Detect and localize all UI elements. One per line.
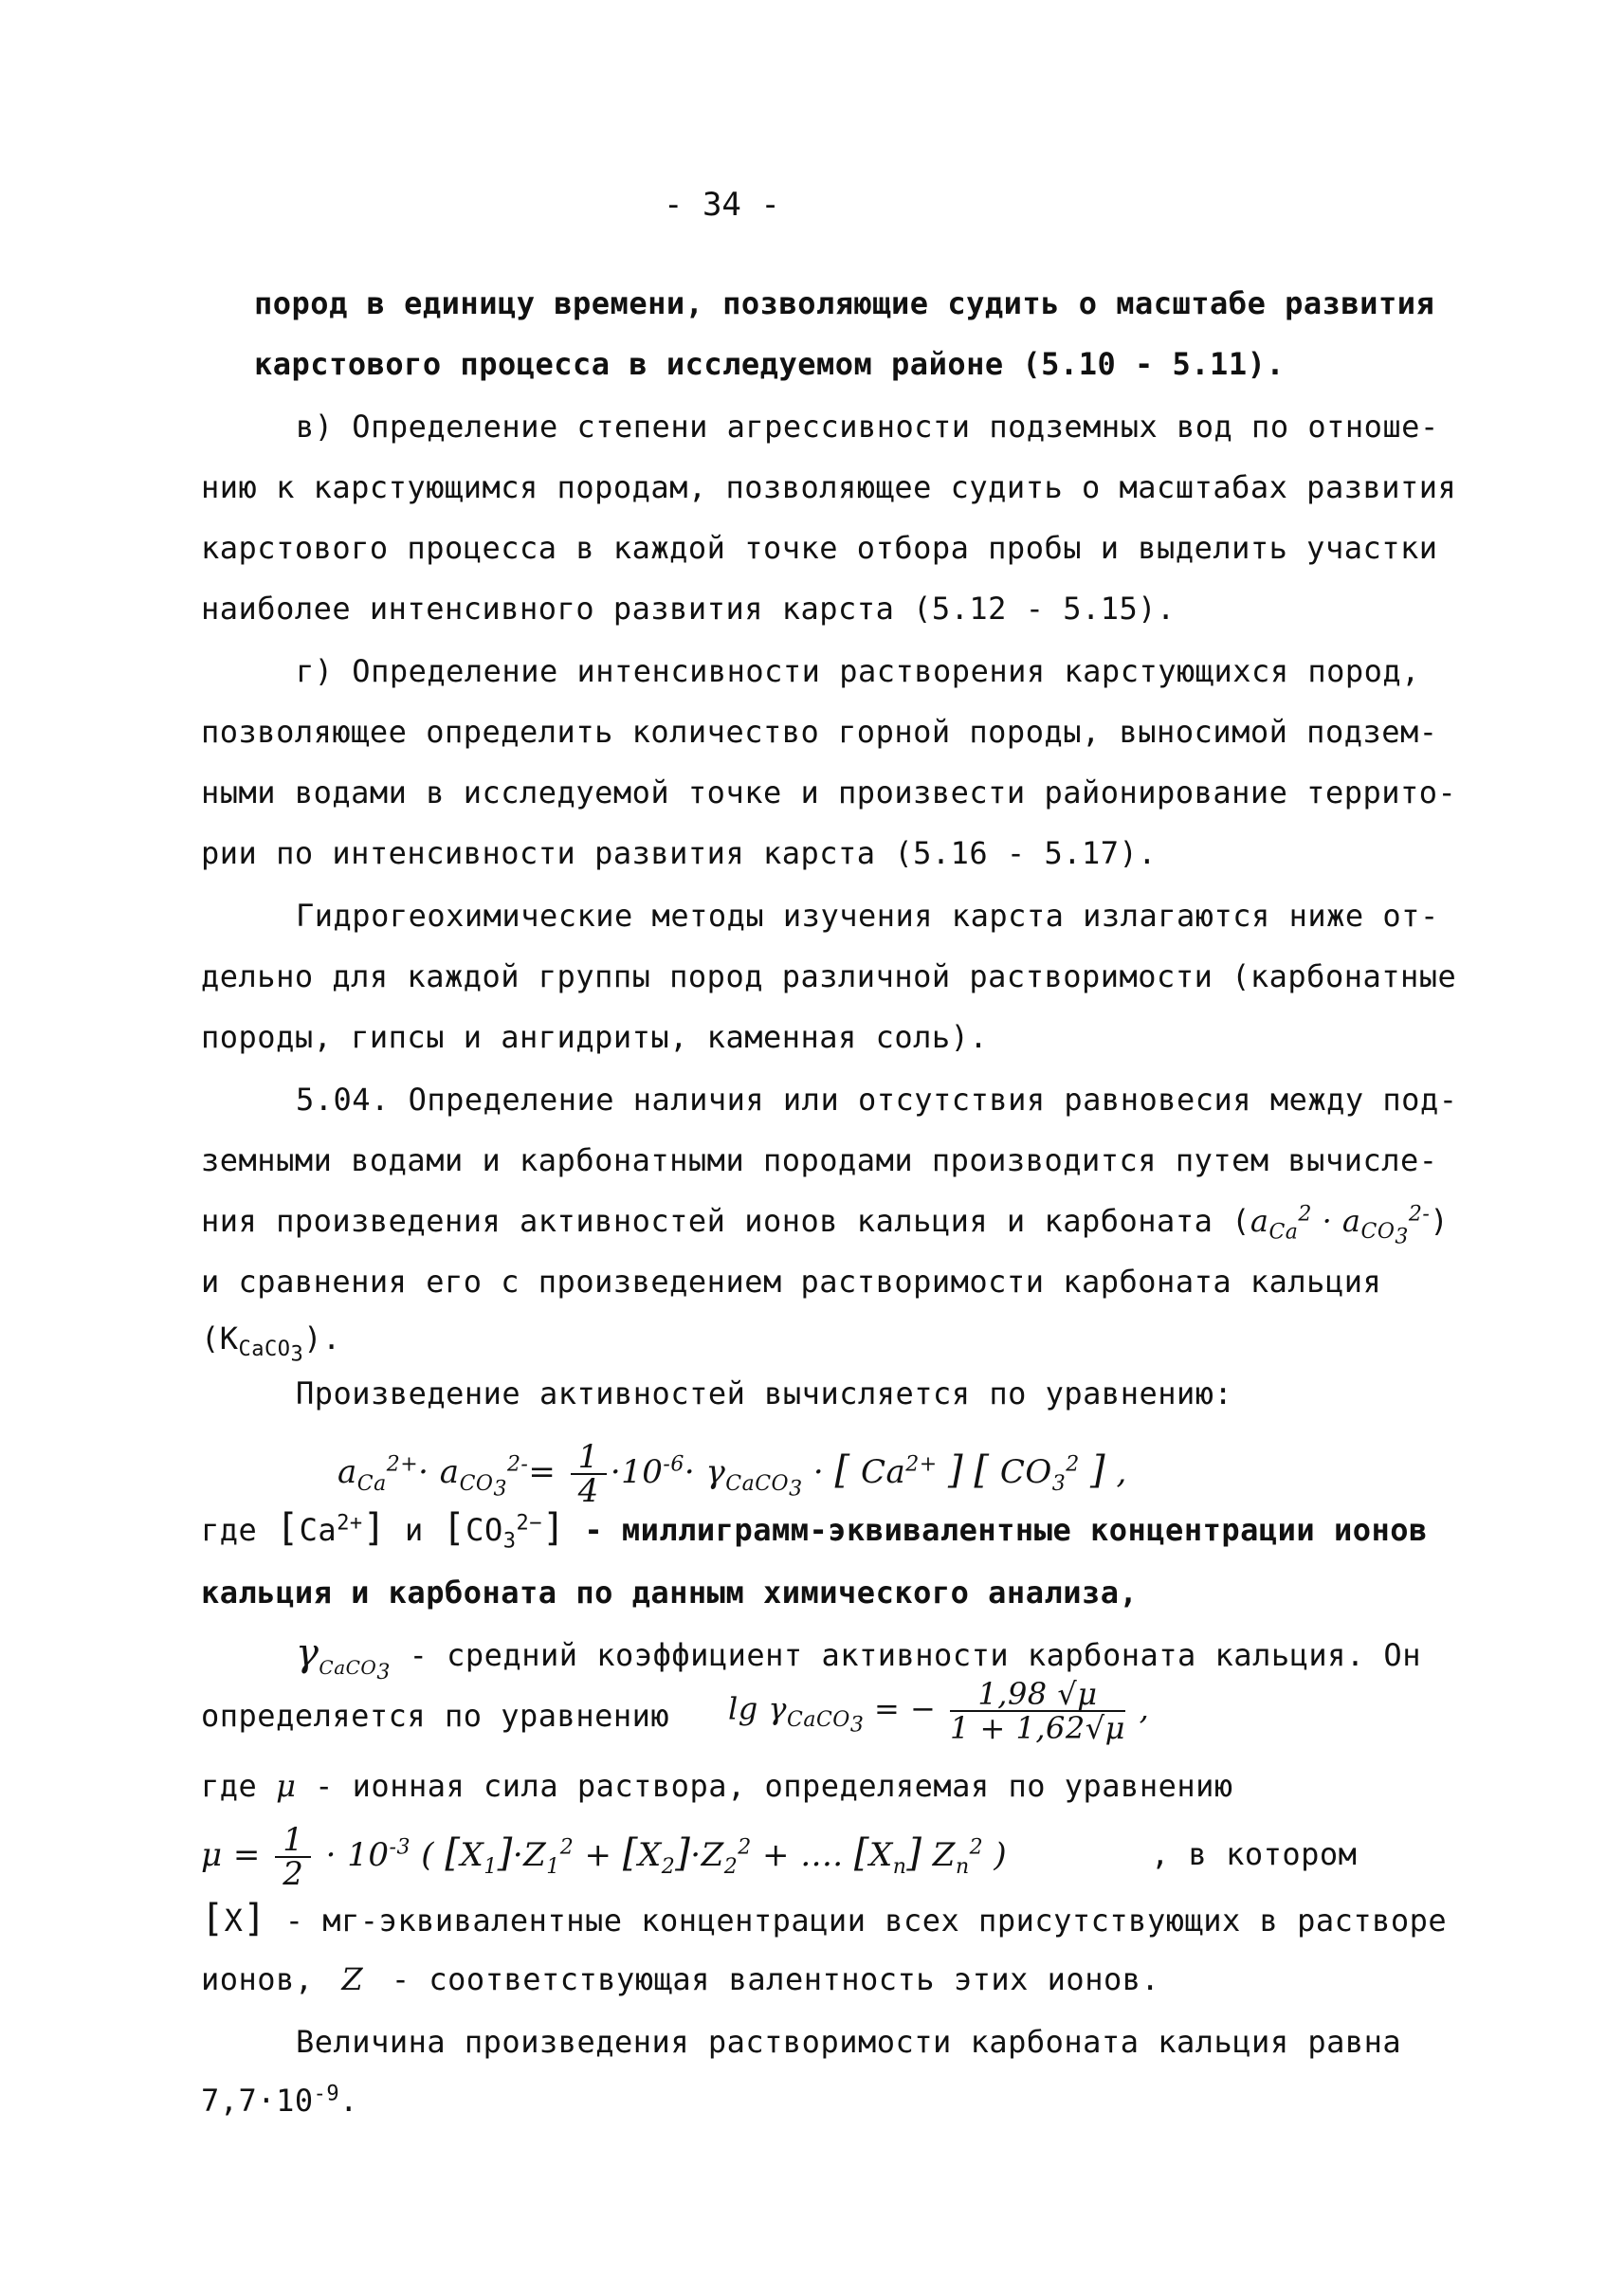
formula-ionic-strength: μ = $\frac{1}{2}$ · $10^{-3}$ ( $[X_1]\cdot Z_1^2 + [X_2]\cdot Z_2^2$ + .... $[X_n]$ $Z_n^2$ ) (201, 1821, 1008, 1893)
ca-charge: 2+ (337, 1511, 363, 1536)
co3-sub: 3 (502, 1529, 517, 1554)
paragraph-line: $7,7\cdot 10^{-9}$. (201, 2082, 358, 2119)
paragraph-text: ния произведения активностей ионов кальция и карбоната ( (201, 1203, 1250, 1239)
ksp-sub: CaCO (238, 1338, 291, 1362)
fraction-half: $\frac{1}{2}$ (275, 1824, 311, 1890)
paragraph-text: - миллиграмм-эквивалентные концентрации ионов (584, 1512, 1428, 1548)
paragraph-line: земными водами и карбонатными породами производится путем вычисле- (201, 1142, 1438, 1178)
paragraph-line: Величина произведения растворимости карбоната кальция равна (296, 2024, 1402, 2060)
exponent: -6 (663, 1452, 684, 1477)
word-gde: где (201, 1512, 258, 1548)
paragraph-line: где $[Ca^{2+}]$ и $[CO_3^{2-}]$ - миллиграмм-эквивалентные концентрации ионов (201, 1506, 1428, 1554)
paragraph-line (296, 1631, 1421, 1684)
paragraph-line: в) Определение степени агрессивности подземных вод по отноше- (296, 409, 1439, 445)
word-i: и (405, 1512, 424, 1548)
co3-charge: 2− (516, 1511, 542, 1536)
paragraph-line: [X] - мг-эквивалентные концентрации всех присутствующих в растворе (201, 1897, 1448, 1940)
ksp-sub3: 3 (290, 1342, 304, 1367)
paragraph-line: ными водами в исследуемой точке и произвести районирование террито- (201, 774, 1457, 810)
paragraph-line: дельно для каждой группы пород различной растворимости (карбонатные (201, 958, 1457, 994)
fraction-log: $\frac{1,98 √\mu}{1 + 1,62√\mu}$ (949, 1676, 1125, 1746)
paragraph-line: , в котором (1151, 1836, 1358, 1872)
paragraph-line (201, 1767, 1233, 1805)
word-gde: где (201, 1768, 258, 1804)
x-symbol: X (224, 1903, 244, 1939)
paragraph-text: - мг-эквивалентные концентрации всех присутствующих в растворе (284, 1903, 1448, 1939)
paragraph-text: - соответствующая валентность этих ионов. (391, 1961, 1160, 1997)
paragraph-line: пород в единицу времени, позволяющие судить о масштабе развития (254, 285, 1435, 321)
mu-symbol: μ (276, 1768, 297, 1804)
paragraph-line: породы, гипсы и ангидриты, каменная соль). (201, 1019, 989, 1055)
paragraph-text: ионов, (201, 1961, 314, 1997)
paragraph-line: карстового процесса в исследуемом районе (5.10 - 5.11). (254, 346, 1286, 382)
paragraph-line: $(K_{CaCO_3})$. (201, 1320, 341, 1367)
z-symbol: Z (341, 1961, 364, 1997)
paragraph-line: кальция и карбоната по данным химического анализа, (201, 1575, 1139, 1611)
paragraph-text: определяется по уравнению (201, 1698, 670, 1734)
paragraph-line: позволяющее определить количество горной породы, выносимой подзем- (201, 714, 1438, 750)
gamma-symbol: $\gamma_{CaCO_3}$ (296, 1631, 391, 1684)
paragraph-text: - средний коэффициент активности карбоната кальция. Он (409, 1637, 1421, 1673)
paragraph-line: ния произведения активностей ионов кальция и карбоната $(a_{Ca}^2 \cdot a_{CO_3}^{2-})$ (201, 1202, 1450, 1249)
formula-activity-product: $a_{Ca}^{2+}\cdot a_{CO_3}^{2-}=$ $\frac{1}{4}$ $\cdot 10^{-6}\cdot \gamma_{CaCO_3}$ · [ $Ca^{2+}$ ] [ $CO_3^2$ ] , (338, 1438, 1127, 1510)
paragraph-line: г) Определение интенсивности растворения карстующихся пород, (296, 653, 1420, 689)
exponent: -9 (313, 2082, 340, 2106)
solubility-value: 7,7·10 (201, 2083, 314, 2119)
paragraph-line: рии по интенсивности развития карста (5.16 - 5.17). (201, 835, 1158, 871)
co3-ion: CO (465, 1512, 503, 1548)
activity-product-inline: $a_{Ca}^2 \cdot a_{CO_3}^{2-}$ (1250, 1202, 1431, 1249)
paragraph-line (201, 1960, 1159, 1998)
paragraph-line: карстового процесса в каждой точке отбора пробы и выделить участки (201, 530, 1438, 566)
paragraph-line (201, 1697, 669, 1735)
formula-log-gamma: $\lg \gamma_{CaCO_3}$ = − $\frac{1,98 √\mu}{1 + 1,62√\mu}$ , (728, 1676, 1150, 1746)
paragraph-line: Произведение активностей вычисляется по уравнению: (296, 1375, 1233, 1411)
paragraph-line: и сравнения его с произведением растворимости карбоната кальция (201, 1264, 1382, 1300)
paragraph-text: - ионная сила раствора, определяемая по уравнению (315, 1768, 1233, 1804)
fraction-quarter: $\frac{1}{4}$ (571, 1441, 607, 1507)
paragraph-line: Гидрогеохимические методы изучения карста излагаются ниже от- (296, 898, 1439, 934)
paragraph-line: нию к карстующимся породам, позволяющее судить о масштабах развития (201, 469, 1457, 505)
ten: 10 (621, 1453, 664, 1491)
paragraph-line: наиболее интенсивного развития карста (5.12 - 5.15). (201, 591, 1176, 627)
ksp-k: (K (201, 1320, 239, 1356)
ca-ion: Ca (299, 1512, 338, 1548)
page-number: - 34 - (664, 186, 780, 224)
paragraph-line: 5.04. Определение наличия или отсутствия равновесия между под- (296, 1082, 1458, 1118)
